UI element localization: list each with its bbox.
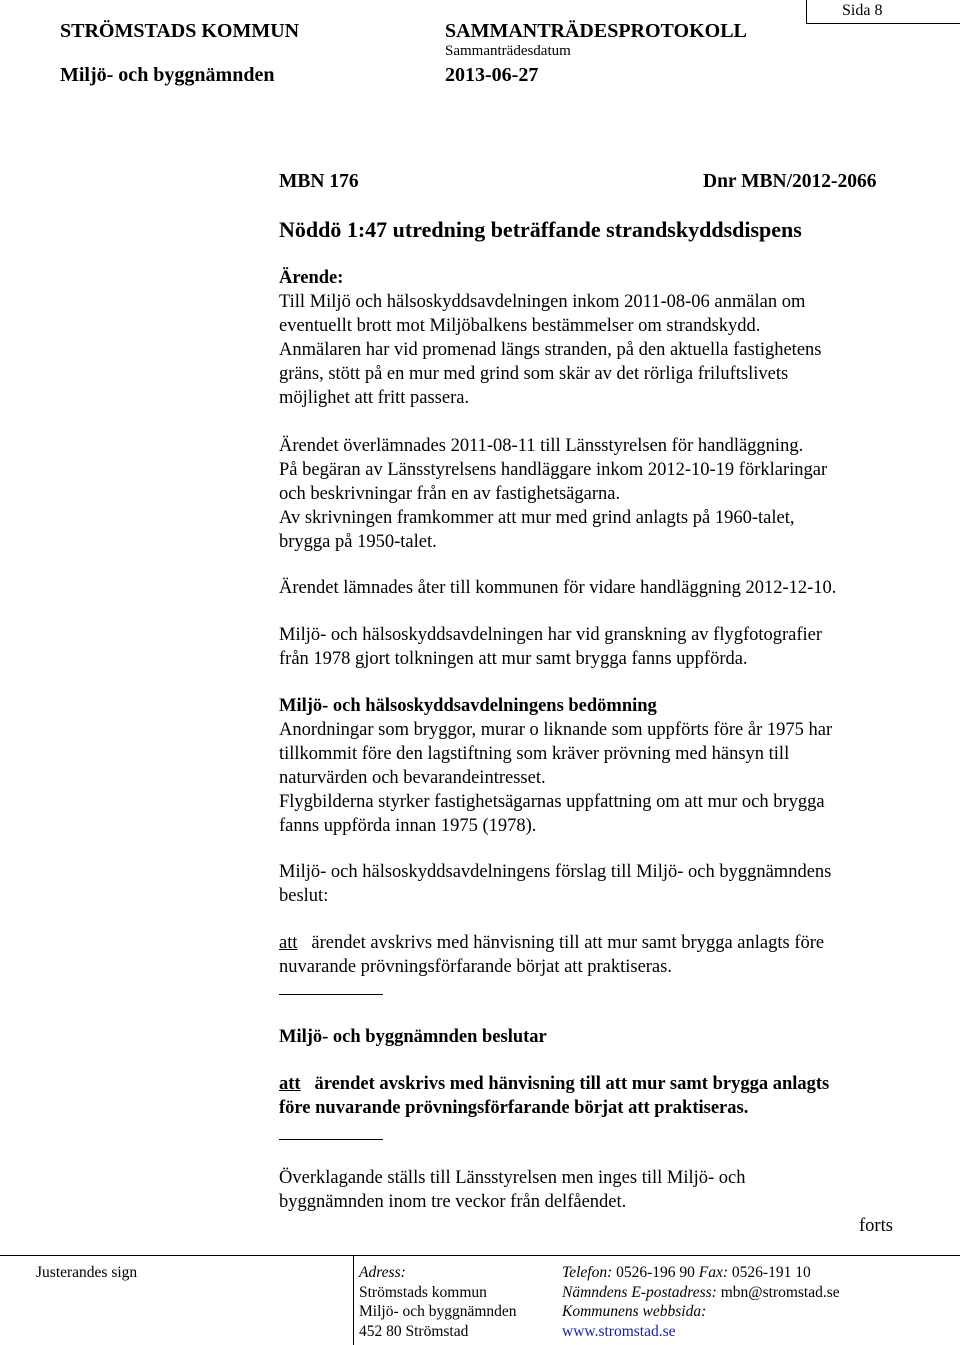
phone-label: Telefon: xyxy=(562,1264,613,1281)
paragraph-line: Ärendet lämnades åter till kommunen för vidare handläggning 2012-12-10. xyxy=(279,578,837,598)
item-title: Nöddö 1:47 utredning beträffande strandskyddsdispens xyxy=(279,217,802,242)
arende-label: Ärende: xyxy=(279,268,344,288)
decision-section xyxy=(279,1072,909,1120)
decision-line: före nuvarande prövningsförfarande börjat att praktiseras. xyxy=(279,1098,749,1118)
assessment-line: naturvärden och bevarandeintresset. xyxy=(279,768,546,788)
assessment-line: fanns uppförda innan 1975 (1978). xyxy=(279,816,537,836)
committee-name: Miljö- och byggnämnden xyxy=(60,64,275,86)
page-number: Sida 8 xyxy=(842,2,883,19)
paragraph-line: från 1978 gjort tolkningen att mur samt brygga fanns uppförda. xyxy=(279,649,748,669)
municipality-name: STRÖMSTADS KOMMUN xyxy=(60,20,300,42)
address-line: Strömstads kommun xyxy=(359,1283,487,1301)
address-label: Adress: xyxy=(359,1264,406,1281)
email-label: Nämndens E-postadress: xyxy=(562,1283,717,1301)
arende-line: möjlighet att fritt passera. xyxy=(279,388,470,408)
arende-line: eventuellt brott mot Miljöbalkens bestämmelser om strandskydd. xyxy=(279,316,761,336)
meeting-date-label: Sammanträdesdatum xyxy=(445,43,571,59)
separator-line xyxy=(279,1139,383,1140)
signature-label: Justerandes sign xyxy=(36,1264,138,1281)
footer-column-divider xyxy=(353,1255,354,1345)
document-type: SAMMANTRÄDESPROTOKOLL xyxy=(445,20,747,42)
footer-address xyxy=(359,1263,517,1341)
proposal-att-line: ärendet avskrivs med hänvisning till att mur samt brygga anlagts före xyxy=(311,933,825,953)
item-number: MBN 176 xyxy=(279,171,359,192)
appeal-line: byggnämnden inom tre veckor från delfåendet. xyxy=(279,1192,627,1212)
fax-label: Fax: xyxy=(698,1264,729,1281)
website-label: Kommunens webbsida: xyxy=(562,1303,707,1320)
arende-line: gräns, stött på en mur med grind som skär av det rörliga friluftslivets xyxy=(279,364,789,384)
arende-line: Till Miljö och hälsoskyddsavdelningen inkom 2011-08-06 anmälan om xyxy=(279,292,806,312)
proposal-line: Miljö- och hälsoskyddsavdelningens förslag till Miljö- och byggnämndens xyxy=(279,862,832,882)
att-keyword: att xyxy=(279,933,298,953)
proposal-att-section xyxy=(279,931,909,979)
assessment-line: Flygbilderna styrker fastighetsägarnas uppfattning om att mur och brygga xyxy=(279,792,825,812)
paragraph-line: brygga på 1950-talet. xyxy=(279,532,437,552)
paragraph-aerial-photos xyxy=(279,623,909,671)
appeal-section xyxy=(279,1166,909,1214)
footer-divider xyxy=(0,1255,960,1256)
email-address[interactable]: mbn@stromstad.se xyxy=(720,1283,840,1301)
assessment-heading: Miljö- och hälsoskyddsavdelningens bedömning xyxy=(279,696,657,716)
paragraph-line: och beskrivningar från en av fastighetsägarna. xyxy=(279,484,621,504)
paragraph-line: Miljö- och hälsoskyddsavdelningen har vid granskning av flygfotografier xyxy=(279,625,823,645)
website-link[interactable]: www.stromstad.se xyxy=(562,1322,676,1340)
proposal-section xyxy=(279,860,909,908)
phone-number: 0526-196 90 xyxy=(616,1264,695,1281)
page-number-box xyxy=(806,0,960,24)
arende-line: Anmälaren har vid promenad längs stranden, på den aktuella fastighetens xyxy=(279,340,822,360)
address-line: Miljö- och byggnämnden xyxy=(359,1303,517,1320)
appeal-line: Överklagande ställs till Länsstyrelsen men inges till Miljö- och xyxy=(279,1168,746,1188)
address-line: 452 80 Strömstad xyxy=(359,1322,469,1340)
assessment-section xyxy=(279,694,909,838)
decision-heading: Miljö- och byggnämnden beslutar xyxy=(279,1027,547,1047)
paragraph-line: På begäran av Länsstyrelsens handläggare inkom 2012-10-19 förklaringar xyxy=(279,460,828,480)
paragraph-handover xyxy=(279,434,909,554)
fax-number: 0526-191 10 xyxy=(731,1264,811,1281)
arende-section xyxy=(279,266,909,410)
assessment-line: Anordningar som bryggor, murar o liknande som uppförts före år 1975 har xyxy=(279,720,833,740)
separator-line xyxy=(279,994,383,995)
assessment-line: tillkommit före den lagstiftning som kräver prövning med hänsyn till xyxy=(279,744,790,764)
proposal-att-line: nuvarande prövningsförfarande börjat att praktiseras. xyxy=(279,957,672,977)
paragraph-line: Av skrivningen framkommer att mur med grind anlagts på 1960-talet, xyxy=(279,508,795,528)
decision-line: ärendet avskrivs med hänvisning till att mur samt brygga anlagts xyxy=(314,1074,830,1094)
footer-contact xyxy=(562,1263,840,1341)
proposal-line: beslut: xyxy=(279,886,329,906)
meeting-date: 2013-06-27 xyxy=(445,64,539,86)
continued-marker: forts xyxy=(859,1216,893,1236)
diary-number: Dnr MBN/2012-2066 xyxy=(703,171,877,192)
paragraph-returned xyxy=(279,576,909,600)
paragraph-line: Ärendet överlämnades 2011-08-11 till Länsstyrelsen för handläggning. xyxy=(279,436,804,456)
att-keyword: att xyxy=(279,1074,301,1094)
